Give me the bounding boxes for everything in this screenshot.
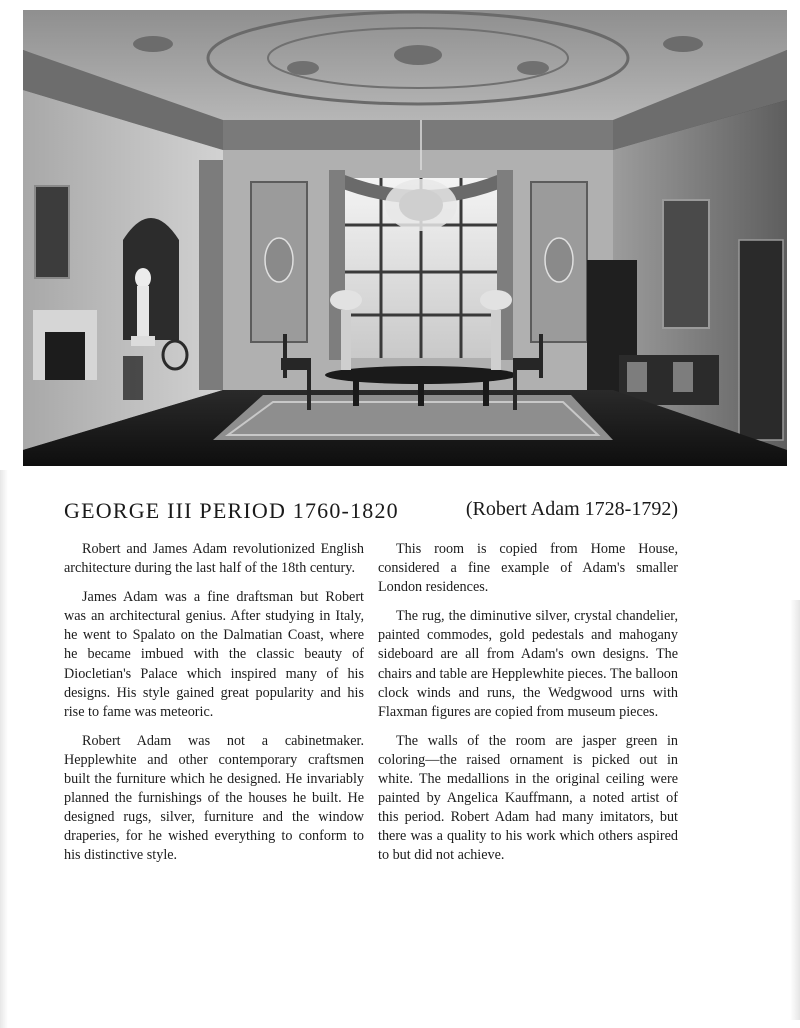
designer-subtitle: (Robert Adam 1728-1792) — [465, 498, 678, 520]
paragraph: Robert and James Adam revolutionized English architecture during the last half of the 18th century. — [64, 541, 364, 577]
paragraph: Robert Adam was not a cabinetmaker. Hepplewhite and other contemporary craftsmen built the furniture which he designed. He invariably planned the furnishings of the houses he built. He designed rugs, silver, furniture and the window draperies, for he wished everything to conform to his distinctive style. — [64, 732, 364, 864]
right-column — [378, 540, 678, 876]
left-column — [64, 540, 364, 876]
paragraph: This room is copied from Home House, considered a fine example of Adam's smaller London residences. — [378, 541, 678, 596]
period-title: GEORGE III PERIOD 1760-1820 — [64, 498, 399, 523]
paragraph: James Adam was a fine draftsman but Robert was an architectural genius. After studying in Italy, he went to Spalato on the Dalmatian Coast, where he became imbued with the classic beauty of Diocletian's Palace which inspired many of his designs. His style gained great popularity and his rise to fame was meteoric. — [64, 589, 364, 720]
page-edge-shadow-left — [0, 470, 8, 1028]
section-heading — [64, 498, 678, 528]
paragraph: The walls of the room are jasper green in coloring—the raised ornament is picked out in white. The medallions in the original ceiling were painted by Angelica Kauffmann, a noted artist of this period. Robert Adam had many imitators, but there was a quality to his work which others aspired to but did not achieve. — [378, 732, 678, 864]
page-edge-shadow-right — [790, 600, 800, 1020]
paragraph: The rug, the diminutive silver, crystal chandelier, painted commodes, gold pedestals and mahogany sideboard are all from Adam's own designs. The chairs and table are Hepplewhite pieces. The balloon clock winds and runs, the Wedgwood urns with Flaxman figures are copied from museum pieces. — [378, 608, 678, 720]
room-interior-photo — [23, 10, 787, 466]
